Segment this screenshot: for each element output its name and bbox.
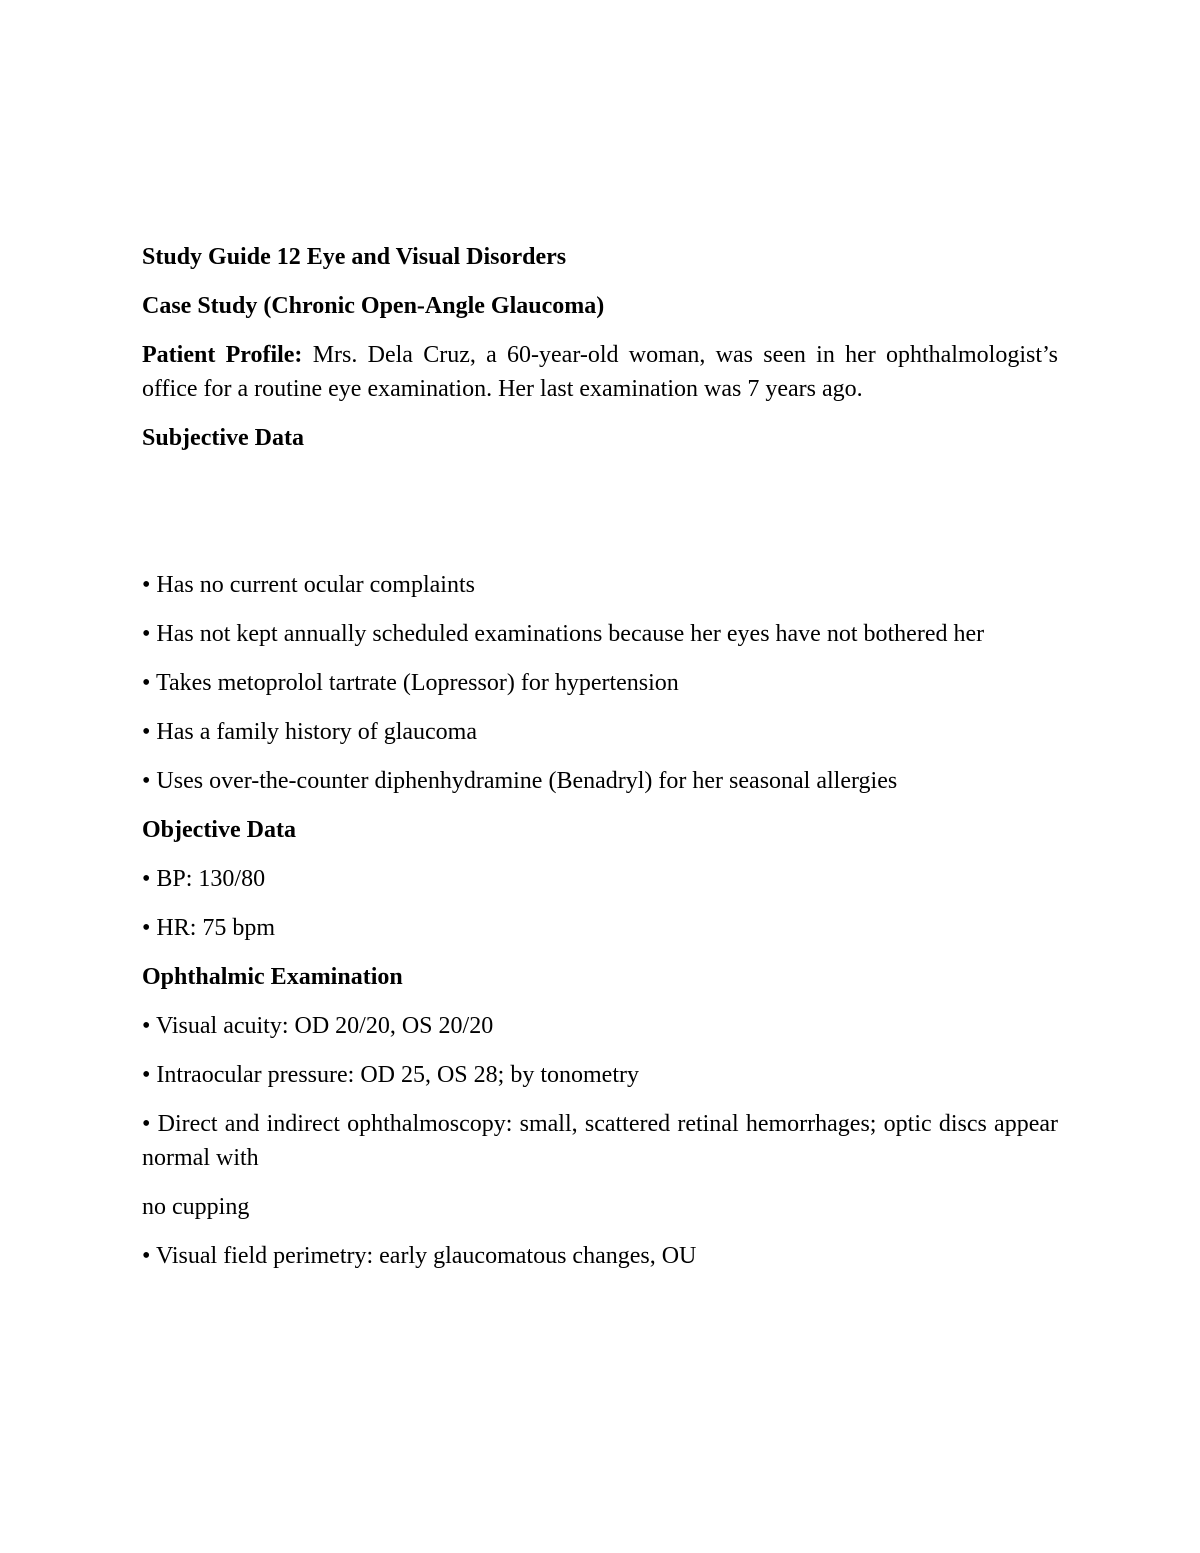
document-body — [142, 240, 1058, 1288]
patient-profile-label: Patient Profile: — [142, 342, 303, 368]
ophthalmic-item: • Visual acuity: OD 20/20, OS 20/20 — [142, 1013, 494, 1039]
subjective-item: • Takes metoprolol tartrate (Lopressor) for hypertension — [142, 670, 679, 696]
case-heading: Case Study (Chronic Open-Angle Glaucoma) — [142, 293, 605, 319]
objective-item: • BP: 130/80 — [142, 866, 266, 892]
patient-profile-text: Mrs. Dela Cruz, a 60-year-old woman, was seen in her ophthalmologist’s office for a routine eye examination. Her last examination was 7 years ago. — [142, 342, 1058, 402]
subjective-heading: Subjective Data — [142, 425, 304, 451]
subjective-item: • Has no current ocular complaints — [142, 572, 475, 598]
bullet-icon: • — [142, 1062, 151, 1088]
subjective-item: • Has not kept annually scheduled examinations because her eyes have not bothered her — [142, 621, 985, 647]
bullet-icon: • — [142, 572, 151, 598]
blank-space — [142, 470, 1058, 568]
bullet-icon: • — [142, 719, 151, 745]
ophthalmic-heading: Ophthalmic Examination — [142, 964, 403, 990]
document-title: Study Guide 12 Eye and Visual Disorders — [142, 244, 567, 270]
objective-item: • HR: 75 bpm — [142, 915, 276, 941]
objective-heading: Objective Data — [142, 817, 296, 843]
ophthalmic-item: • Direct and indirect ophthalmoscopy: small, scattered retinal hemorrhages; optic discs appear normal with — [142, 1111, 1058, 1171]
bullet-icon: • — [142, 768, 151, 794]
ophthalmic-item: • Intraocular pressure: OD 25, OS 28; by tonometry — [142, 1062, 639, 1088]
patient-profile — [142, 338, 1058, 406]
ophthalmic-item: • Visual field perimetry: early glaucomatous changes, OU — [142, 1243, 697, 1269]
subjective-item: • Uses over-the-counter diphenhydramine (Benadryl) for her seasonal allergies — [142, 768, 898, 794]
bullet-icon: • — [142, 1013, 151, 1039]
bullet-icon: • — [142, 1243, 151, 1269]
bullet-icon: • — [142, 621, 151, 647]
subjective-item: • Has a family history of glaucoma — [142, 719, 477, 745]
bullet-icon: • — [142, 915, 151, 941]
ophthalmic-continuation: no cupping — [142, 1194, 250, 1220]
bullet-icon: • — [142, 670, 151, 696]
bullet-icon: • — [142, 866, 151, 892]
bullet-icon: • — [142, 1111, 151, 1137]
